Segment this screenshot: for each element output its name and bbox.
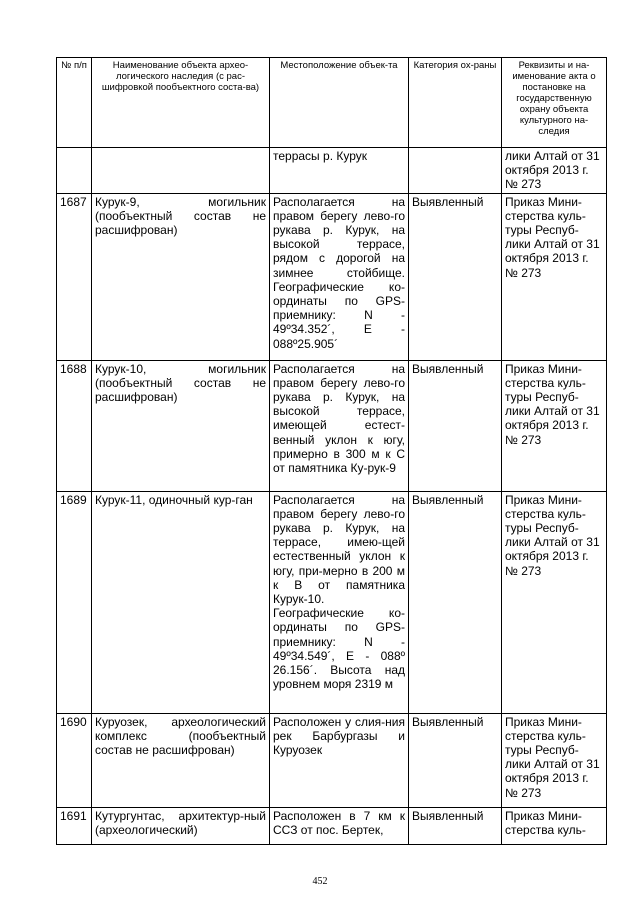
cell-name: Кутургунтас, архитектур-ный (археологический) <box>92 807 270 844</box>
cell-num: 1687 <box>57 193 92 360</box>
cell-requisites: Приказ Мини-стерства куль-туры Респуб-лики Алтай от 31 октября 2013 г. № 273 <box>502 360 607 491</box>
cell-requisites: лики Алтай от 31 октября 2013 г. № 273 <box>502 148 607 194</box>
cell-category <box>409 148 502 194</box>
header-location: Местоположение объек-та <box>270 58 409 148</box>
cell-category: Выявленный <box>409 491 502 713</box>
cell-category: Выявленный <box>409 360 502 491</box>
header-num: № п/п <box>57 58 92 148</box>
cell-name: Куруозек, археологический комплекс (пообъектный состав не расшифрован) <box>92 713 270 807</box>
header-category: Категория ох-раны <box>409 58 502 148</box>
cell-requisites: Приказ Мини-стерства куль-туры Респуб-лики Алтай от 31 октября 2013 г. № 273 <box>502 713 607 807</box>
cell-num: 1690 <box>57 713 92 807</box>
cell-num: 1691 <box>57 807 92 844</box>
cell-location: Располагается на правом берегу лево-го рукава р. Курук, на высокой террасе, имеющей естест-венный уклон к югу, примерно в 300 м к С от памятника Ку-рук-9 <box>270 360 409 491</box>
table-row <box>57 360 607 491</box>
cell-name: Курук-11, одиночный кур-ган <box>92 491 270 713</box>
cell-num: 1689 <box>57 491 92 713</box>
table-row <box>57 807 607 844</box>
cell-num <box>57 148 92 194</box>
cell-name: Курук-10, могильник (пообъектный состав не расшифрован) <box>92 360 270 491</box>
cell-category: Выявленный <box>409 713 502 807</box>
cell-requisites: Приказ Мини-стерства куль- <box>502 807 607 844</box>
cell-location: Расположен у слия-ния рек Барбургазы и Куруозек <box>270 713 409 807</box>
heritage-table <box>56 57 607 845</box>
cell-category: Выявленный <box>409 193 502 360</box>
table-row <box>57 193 607 360</box>
cell-location: террасы р. Курук <box>270 148 409 194</box>
cell-requisites: Приказ Мини-стерства куль-туры Респуб-лики Алтай от 31 октября 2013 г. № 273 <box>502 491 607 713</box>
table-header-row <box>57 58 607 148</box>
table-row <box>57 713 607 807</box>
header-name: Наименование объекта архео-логического наследия (с рас-шифровкой пообъектного соста-ва) <box>92 58 270 148</box>
cell-category: Выявленный <box>409 807 502 844</box>
cell-location: Располагается на правом берегу лево-го рукава р. Курук, на террасе, имею-щей естественный уклон к югу, при-мерно в 200 м к В от памятника Курук-10. Географические ко-ординаты по GPS-приемнику: N - 49º34.549´, E - 088º 26.156´. Высота над уровнем моря 2319 м <box>270 491 409 713</box>
cell-num: 1688 <box>57 360 92 491</box>
page-number: 452 <box>312 876 328 887</box>
cell-location: Располагается на правом берегу лево-го рукава р. Курук, на высокой террасе, рядом с дорогой на зимнее стойбище. Географические ко-ординаты по GPS-приемнику: N - 49º34.352´, E - 088º25.905´ <box>270 193 409 360</box>
cell-location: Расположен в 7 км к ССЗ от пос. Бертек, <box>270 807 409 844</box>
cell-requisites: Приказ Мини-стерства куль-туры Респуб-лики Алтай от 31 октября 2013 г. № 273 <box>502 193 607 360</box>
cell-name <box>92 148 270 194</box>
cell-name: Курук-9, могильник (пообъектный состав не расшифрован) <box>92 193 270 360</box>
continuation-row <box>57 148 607 194</box>
table-row <box>57 491 607 713</box>
header-requisites: Реквизиты и на-именование акта о постановке на государственную охрану объекта культурного на-следия <box>502 58 607 148</box>
